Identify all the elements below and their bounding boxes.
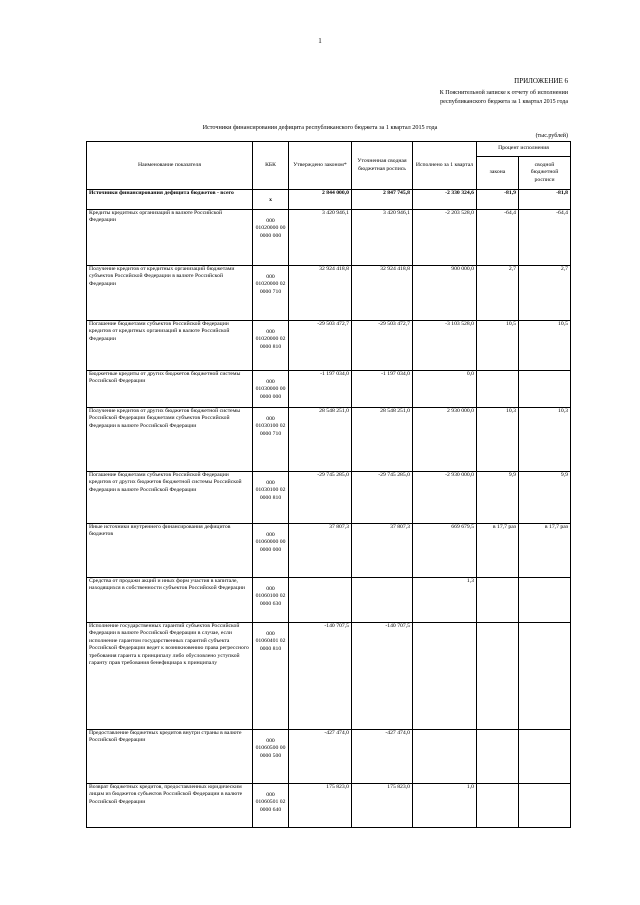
cell-refined: 3 420 946,1 — [352, 210, 413, 266]
cell-executed — [413, 730, 477, 784]
cell-kbk: 000 01030100 02 0000 710 — [253, 408, 289, 472]
cell-pct-roster: -81,8 — [519, 190, 571, 210]
cell-pct-roster: 10,3 — [519, 408, 571, 472]
cell-refined: 32 924 418,8 — [352, 266, 413, 321]
cell-refined: -427 474,0 — [352, 730, 413, 784]
cell-pct-law: -64,4 — [477, 210, 519, 266]
cell-executed: 900 000,0 — [413, 266, 477, 321]
cell-pct-law: в 17,7 раз — [477, 524, 519, 578]
cell-executed: -3 103 528,0 — [413, 321, 477, 371]
cell-kbk: 000 01060401 02 0000 810 — [253, 623, 289, 730]
table-row — [87, 210, 571, 266]
cell-executed: 669 679,5 — [413, 524, 477, 578]
cell-kbk: 000 01060501 02 0000 640 — [253, 784, 289, 828]
subtitle-line-1: К Пояснительной записке к отчету об исполнении — [439, 90, 568, 96]
cell-kbk: 000 01060000 00 0000 000 — [253, 524, 289, 578]
cell-executed: -2 330 324,6 — [413, 190, 477, 210]
cell-executed: 1,3 — [413, 578, 477, 623]
cell-kbk: 000 01030100 02 0000 810 — [253, 472, 289, 524]
cell-kbk: 000 01020000 00 0000 000 — [253, 210, 289, 266]
cell-name: Погашение бюджетами субъектов Российской Федерации кредитов от кредитных организаций в валюте Российской Федерации — [87, 321, 253, 371]
cell-name: Исполнение государственных гарантий субъектов Российской Федерации в валюте Российской Федерации в случае, если исполнение гарантом государственных гарантий субъекта Российской Федерации ведет к возникновению права регрессного требования гаранта к принципалу либо обусловлено уступкой гаранту прав требования бенефициара к принципалу — [87, 623, 253, 730]
cell-name: Кредиты кредитных организаций в валюте Российской Федерации — [87, 210, 253, 266]
table-row — [87, 472, 571, 524]
cell-kbk: 000 01060500 00 0000 500 — [253, 730, 289, 784]
cell-pct-law — [477, 623, 519, 730]
cell-pct-law: 10,5 — [477, 321, 519, 371]
cell-pct-law: 2,7 — [477, 266, 519, 321]
cell-executed: -2 930 000,0 — [413, 472, 477, 524]
cell-name: Получение кредитов от других бюджетов бюджетной системы Российской Федерации бюджетами субъектов Российской Федерации в валюте Российской Федерации — [87, 408, 253, 472]
cell-refined: 175 823,0 — [352, 784, 413, 828]
cell-approved: 32 924 418,8 — [289, 266, 352, 321]
header-percent: Процент исполнения — [477, 142, 571, 157]
cell-refined: 28 548 251,0 — [352, 408, 413, 472]
cell-approved: -140 707,5 — [289, 623, 352, 730]
cell-kbk: 000 01020000 02 0000 710 — [253, 266, 289, 321]
cell-name: Возврат бюджетных кредитов, предоставленных юридическим лицам из бюджетов субъектов Российской Федерации в валюте Российской Федерации — [87, 784, 253, 828]
cell-approved: 2 844 000,0 — [289, 190, 352, 210]
table-row — [87, 408, 571, 472]
cell-kbk: 000 01060100 02 0000 630 — [253, 578, 289, 623]
cell-refined: -29 745 285,0 — [352, 472, 413, 524]
table-row — [87, 321, 571, 371]
table-row — [87, 784, 571, 828]
financing-table — [86, 141, 571, 828]
cell-pct-law — [477, 371, 519, 408]
header-pct-roster: сводной бюджетной росписи — [519, 157, 571, 190]
cell-pct-roster: 2,7 — [519, 266, 571, 321]
cell-kbk: x — [253, 190, 289, 210]
document-title: Источники финансирования дефицита республиканского бюджета за 1 квартал 2015 года — [202, 124, 438, 131]
appendix-label: ПРИЛОЖЕНИЕ 6 — [514, 77, 568, 85]
cell-name: Получение кредитов от кредитных организаций бюджетами субъектов Российской Федерации в валюте Российской Федерации — [87, 266, 253, 321]
table-row — [87, 266, 571, 321]
cell-approved: 28 548 251,0 — [289, 408, 352, 472]
header-kbk: КБК — [253, 142, 289, 190]
cell-approved — [289, 578, 352, 623]
cell-refined: -1 197 034,0 — [352, 371, 413, 408]
cell-approved: -427 474,0 — [289, 730, 352, 784]
cell-approved: -29 503 472,7 — [289, 321, 352, 371]
cell-executed: 2 930 000,0 — [413, 408, 477, 472]
cell-executed: 1,0 — [413, 784, 477, 828]
cell-name: Средства от продажи акций и иных форм участия в капитале, находящихся в собственности субъектов Российской Федерации — [87, 578, 253, 623]
table-row — [87, 371, 571, 408]
cell-refined: -140 707,5 — [352, 623, 413, 730]
header-pct-law: закона — [477, 157, 519, 190]
cell-pct-law — [477, 578, 519, 623]
cell-pct-roster: 9,9 — [519, 472, 571, 524]
cell-pct-roster: в 17,7 раз — [519, 524, 571, 578]
cell-pct-law — [477, 730, 519, 784]
cell-pct-law — [477, 784, 519, 828]
cell-name: Источники финансирования дефицита бюджетов - всего — [87, 190, 253, 210]
cell-name: Бюджетные кредиты от других бюджетов бюджетной системы Российской Федерации — [87, 371, 253, 408]
cell-approved: -29 745 285,0 — [289, 472, 352, 524]
cell-pct-roster — [519, 730, 571, 784]
table-row — [87, 524, 571, 578]
cell-pct-law: 9,9 — [477, 472, 519, 524]
cell-approved: -1 197 034,0 — [289, 371, 352, 408]
cell-pct-roster: -64,4 — [519, 210, 571, 266]
cell-refined: 2 847 745,8 — [352, 190, 413, 210]
cell-kbk: 000 01030000 00 0000 000 — [253, 371, 289, 408]
header-executed: Исполнено за 1 квартал — [413, 142, 477, 190]
cell-name: Погашение бюджетами субъектов Российской Федерации кредитов от других бюджетов бюджетной системы Российской Федерации в валюте Российской Федерации — [87, 472, 253, 524]
cell-executed: 0,0 — [413, 371, 477, 408]
cell-pct-law: -81,9 — [477, 190, 519, 210]
cell-pct-roster: 10,5 — [519, 321, 571, 371]
units-label: (тыс.рублей) — [535, 133, 568, 139]
cell-executed: -2 203 528,0 — [413, 210, 477, 266]
cell-pct-roster — [519, 784, 571, 828]
cell-approved: 3 420 946,1 — [289, 210, 352, 266]
table-row — [87, 730, 571, 784]
cell-executed — [413, 623, 477, 730]
table-row — [87, 578, 571, 623]
header-approved: Утверждено законом* — [289, 142, 352, 190]
document-subtitle — [348, 89, 568, 106]
cell-pct-law: 10,3 — [477, 408, 519, 472]
table-row — [87, 190, 571, 210]
subtitle-line-2: республиканского бюджета за 1 квартал 2015 года — [440, 98, 568, 105]
header-refined: Уточненная сводная бюджетная роспись — [352, 142, 413, 190]
table-row — [87, 623, 571, 730]
cell-pct-roster — [519, 623, 571, 730]
cell-approved: 37 807,3 — [289, 524, 352, 578]
header-name: Наименование показателя — [87, 142, 253, 190]
cell-approved: 175 823,0 — [289, 784, 352, 828]
cell-pct-roster — [519, 578, 571, 623]
cell-refined — [352, 578, 413, 623]
cell-refined: 37 807,3 — [352, 524, 413, 578]
cell-name: Иные источники внутреннего финансирования дефицитов бюджетов — [87, 524, 253, 578]
cell-refined: -29 503 472,7 — [352, 321, 413, 371]
cell-pct-roster — [519, 371, 571, 408]
page-number: 1 — [318, 37, 322, 45]
cell-kbk: 000 01020000 02 0000 810 — [253, 321, 289, 371]
cell-name: Предоставление бюджетных кредитов внутри страны в валюте Российской Федерации — [87, 730, 253, 784]
